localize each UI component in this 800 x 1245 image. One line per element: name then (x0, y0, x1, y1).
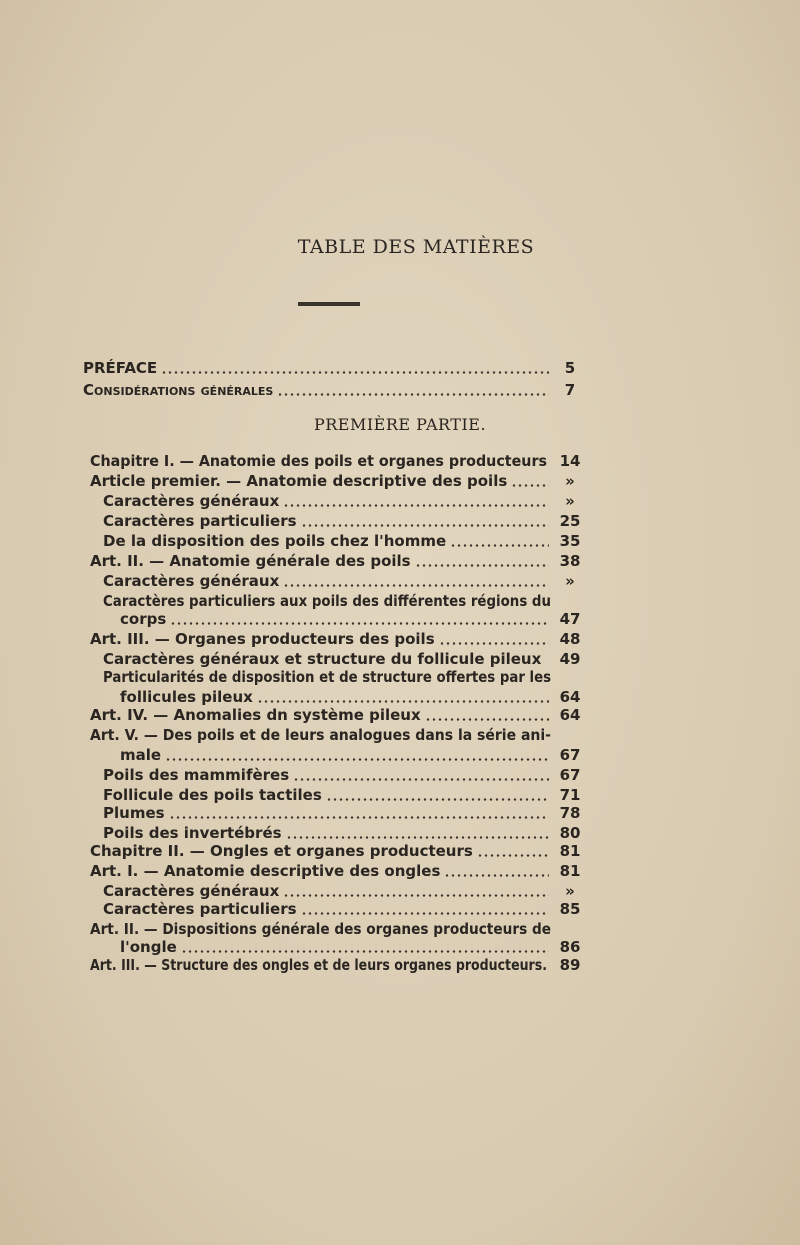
toc-entry (90, 705, 585, 725)
dot-leader (425, 718, 549, 721)
toc-entry-title: Caractères généraux (103, 492, 280, 510)
toc-page-number: 71 (559, 786, 581, 804)
toc-entry (90, 451, 585, 471)
toc-page-number: 64 (559, 688, 581, 706)
dot-leader (170, 622, 549, 625)
toc-entry-title: Caractères particuliers (103, 512, 297, 530)
toc-entry (103, 823, 585, 843)
title-rule (298, 302, 360, 306)
toc-page-number: 48 (559, 630, 581, 648)
toc-entry (120, 609, 585, 629)
dot-leader (326, 798, 549, 801)
toc-page-number: 81 (559, 842, 581, 860)
toc-entry (103, 531, 585, 551)
toc-entry-title: l'ongle (120, 938, 177, 956)
dot-leader (301, 912, 549, 915)
toc-entry-title: Follicule des poils tactiles (103, 786, 322, 804)
toc-entry-title: Poils des invertébrés (103, 824, 282, 842)
dot-leader (415, 564, 549, 567)
toc-entry (120, 745, 585, 765)
toc-entry-title: Art. III. — Structure des ongles et de leurs organes producteurs. (90, 956, 547, 974)
dot-leader (283, 504, 549, 507)
page-title: TABLE DES MATIÈRES (297, 236, 535, 258)
toc-page-number: 81 (559, 862, 581, 880)
dot-leader (293, 778, 549, 781)
toc-entry-title: De la disposition des poils chez l'homme (103, 532, 447, 550)
toc-entry-title: Poils des mammifères (103, 766, 290, 784)
dot-leader (301, 524, 549, 527)
toc-entry (103, 881, 585, 901)
toc-entry (90, 725, 585, 745)
toc-entry-title: Considérations générales (83, 381, 274, 399)
toc-entry-title: male (120, 746, 162, 764)
dot-leader (477, 854, 549, 857)
toc-entry (83, 358, 585, 378)
toc-entry-title: PRÉFACE (83, 359, 158, 377)
toc-entry-title: Article premier. — Anatomie descriptive des poils (90, 472, 508, 490)
toc-page-number: 80 (559, 824, 581, 842)
toc-entry (103, 591, 585, 611)
toc-page-number: 25 (559, 512, 581, 530)
toc-entry (90, 841, 585, 861)
toc-entry (103, 765, 585, 785)
toc-entry-title: Art. I. — Anatomie descriptive des ongles (90, 862, 441, 880)
dot-leader (283, 894, 549, 897)
toc-entry-title: Art. II. — Dispositions générale des organes producteurs de (90, 920, 551, 938)
dot-leader (286, 836, 549, 839)
toc-entry-title: Caractères généraux (103, 882, 280, 900)
toc-entry (120, 687, 585, 707)
toc-entry-title: Chapitre II. — Ongles et organes producteurs (90, 842, 473, 860)
toc-entry (90, 861, 585, 881)
dot-leader (511, 484, 549, 487)
dot-leader (161, 371, 549, 374)
toc-entry-title: corps (120, 610, 167, 628)
toc-page-number: 89 (559, 956, 581, 974)
toc-entry (90, 919, 585, 939)
toc-entry (103, 511, 585, 531)
dot-leader (444, 874, 549, 877)
part-heading: PREMIÈRE PARTIE. (313, 415, 487, 434)
dot-leader (169, 816, 549, 819)
toc-entry-title: Art. V. — Des poils et de leurs analogues dans la série ani- (90, 726, 551, 744)
dot-leader (165, 758, 549, 761)
toc-entry (103, 803, 585, 823)
toc-entry (103, 491, 585, 511)
toc-entry-title: Caractères particuliers aux poils des différentes régions du (103, 592, 551, 610)
toc-page-number: » (565, 492, 575, 510)
toc-entry-title: Plumes (103, 804, 165, 822)
toc-entry (103, 571, 585, 591)
toc-page-number: 78 (559, 804, 581, 822)
toc-entry (90, 471, 585, 491)
toc-page-number: 5 (564, 359, 576, 377)
toc-entry (103, 785, 585, 805)
dot-leader (277, 393, 549, 396)
toc-page-number: 64 (559, 706, 581, 724)
toc-entry-title: Caractères particuliers (103, 900, 297, 918)
dot-leader (257, 700, 549, 703)
toc-entry-title: Art. IV. — Anomalies dn système pileux (90, 706, 421, 724)
dot-leader (283, 584, 549, 587)
toc-page-number: 47 (559, 610, 581, 628)
toc-entry-title: Caractères généraux et structure du follicule pileux (103, 650, 542, 668)
toc-page-number: 7 (564, 381, 576, 399)
toc-page-number: 86 (559, 938, 581, 956)
dot-leader (181, 950, 549, 953)
toc-page-number: 67 (559, 766, 581, 784)
toc-page-number: » (565, 472, 575, 490)
toc-entry (90, 629, 585, 649)
toc-page-number: » (565, 882, 575, 900)
toc-entry (90, 551, 585, 571)
toc-page-number: 14 (559, 452, 581, 470)
toc-entry-title: Chapitre I. — Anatomie des poils et organes producteurs (90, 452, 547, 470)
toc-entry-title: Caractères généraux (103, 572, 280, 590)
toc-entry (103, 649, 585, 669)
dot-leader (439, 642, 549, 645)
toc-entry-title: Particularités de disposition et de structure offertes par les (103, 668, 551, 686)
dot-leader (450, 544, 549, 547)
toc-page-number: 49 (559, 650, 581, 668)
toc-page-number: 67 (559, 746, 581, 764)
toc-entry (103, 899, 585, 919)
toc-entry-title: Art. III. — Organes producteurs des poils (90, 630, 435, 648)
toc-entry-title: Art. II. — Anatomie générale des poils (90, 552, 411, 570)
toc-page-number: 38 (559, 552, 581, 570)
toc-page-number: 85 (559, 900, 581, 918)
toc-entry (103, 667, 585, 687)
toc-entry (90, 955, 585, 975)
toc-entry-title: follicules pileux (120, 688, 253, 706)
toc-page-number: 35 (559, 532, 581, 550)
toc-entry (120, 937, 585, 957)
toc-entry (83, 380, 585, 400)
toc-page-number: » (565, 572, 575, 590)
